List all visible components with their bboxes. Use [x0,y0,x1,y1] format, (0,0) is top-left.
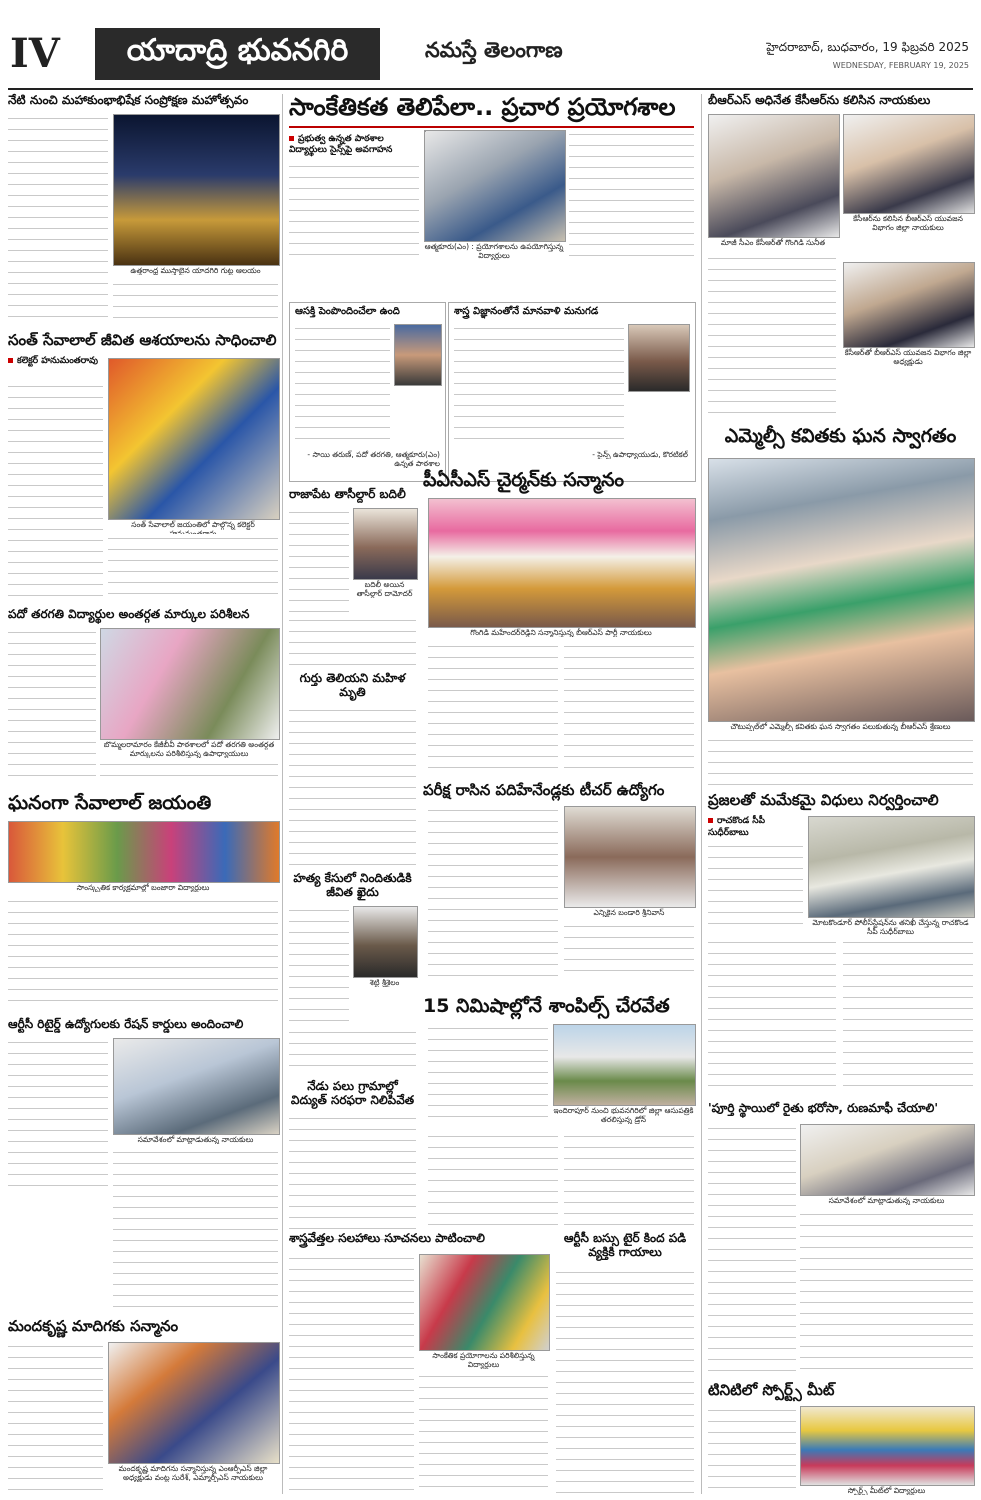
photo-caption: సాంస్కృతిక కార్యక్రమాల్లో బంజారా విద్యార్థులు [76,883,210,892]
article-d3 [708,791,973,936]
photo-caption: ఇందిరాపూర్ నుంచి భువనగిరిలో జిల్లా ఆసుపత్రికి తరలిస్తున్న డ్రోన్ [553,1106,694,1124]
photo-caption: కేసీఆర్‌ను కలిసిన బీఆర్ఎస్ యువజన విభాగం జిల్లా నాయకులు [853,214,963,232]
article-body [708,1406,796,1498]
article-body [8,897,278,1007]
article-body [708,1124,796,1376]
student-photo [394,324,442,386]
felicitation-photo [108,1342,280,1464]
article-body [8,1038,108,1193]
headline: ప్రజలతో మమేకమై విధులు నిర్వర్తించాలి [708,791,939,809]
headline: శాస్త్ర విజ్ఞానంతోనే మానవాళి మనుగడ [454,306,599,317]
article-a2 [8,331,278,529]
photo-caption: చౌటుప్పల్‌లో ఎమ్మెల్సీ కవితకు ఘన స్వాగతం పలుకుతున్న బీఆర్ఎస్ శ్రేణులు [730,722,951,731]
article-a4 [8,792,278,892]
article-body [428,1024,548,1126]
headline: టినిటిలో స్పోర్ట్స్ మీట్ [708,1381,835,1399]
article-c7 [423,995,694,1124]
bullet-icon [8,358,13,363]
article-d4 [708,1101,973,1205]
article-body [8,1342,103,1492]
headline: నేడు పలు గ్రామాల్లో విద్యుత్ సరఫరా నిలిపివేత [290,1079,415,1107]
headline: బీఆర్ఎస్ అధినేత కేసీఆర్‌ను కలిసిన నాయకులు [708,93,931,107]
photo-caption: శెట్టి శ్రీశైలం [369,978,400,987]
photo-caption: ఉత్తరాంధ్ర ముస్తాబైన యాదగిరి గుట్ట ఆలయం [130,266,261,275]
welcome-photo [708,458,975,722]
photo-caption: సంత్ సేవాలాల్ జయంతిలో పాల్గొన్న కలెక్టర్ [131,520,255,529]
article-body [419,1372,548,1496]
temple-photo [113,114,280,266]
headline: ఆర్టీసీ బస్సు టైర్ కింద పడి వ్యక్తికి గాయాలు [563,1231,687,1259]
bullet-icon [289,136,294,141]
article-body [8,114,108,326]
sports-photo [800,1406,975,1486]
classroom-photo [100,628,280,740]
article-b1 [289,93,694,260]
article-body [100,760,278,783]
article-body [428,806,558,978]
dateline [766,40,969,70]
meeting-photo [800,1124,975,1196]
district-title: యాదాద్రి భువనగిరి [95,28,380,80]
cultural-photo [8,821,280,883]
photo-caption: ఎన్నికైన బండారి శ్రీనివాస్ [593,908,665,917]
photo-caption: సాంకేతిక ప్రయోగాలను పరిశీలిస్తున్న విద్యార్థులు [432,1351,535,1369]
headline: పదో తరగతి విద్యార్థుల అంతర్గత మార్కుల పరిశీలన [8,607,250,621]
attribution: - సాయి తరుణ్, పదో తరగతి, ఆత్మకూరు(ఎం) ఉన్నత పాఠశాల [307,450,440,468]
photo-caption: సమావేశంలో మాట్లాడుతున్న నాయకులు [137,1135,254,1144]
column-divider [701,94,702,1494]
kcr-photo-3 [843,262,975,348]
photo-caption: మోటకొండూర్ పోలీస్‌స్టేషన్‌ను తనిఖీ చేస్తున్న రాచకొండ సీపీ సుధీర్‌బాబు [812,918,969,936]
photo-caption: కేసీఆర్‌తో బీఆర్ఎస్ యువజన విభాగం జిల్లా అధ్యక్షుడు [844,348,972,366]
article-body [708,938,836,1092]
headline: మందకృష్ణ మాదిగకు సన్మానం [8,1317,179,1335]
photo-caption: బొమ్మలరామారం కేజీబీవీ పాఠశాలలో పదో తరగతి అంతర్గత మార్కులను పరిశీలిస్తున్న ఉపాధ్యాయులు [103,740,275,758]
article-a6 [8,1317,278,1482]
bullet-icon [708,818,713,823]
photo-caption: గొంగిడి మహేందర్‌రెడ్డిని సన్మానిస్తున్న బీఆర్ఎస్ పార్టీ నాయకులు [470,628,652,637]
article-c1 [289,487,416,598]
article-body [289,162,419,262]
article-body [289,906,349,1026]
drone-photo [553,1024,696,1106]
headline: ఎమ్మెల్సీ కవితకు ఘన స్వాగతం [724,425,957,447]
article-body [8,628,96,783]
photo-caption: మందకృష్ణ మాదిగను సన్మానిస్తున్న ఎంఆర్పీఎస్ జిల్లా అధ్యక్షుడు వంట్ల సురేశ్, ఎమ్మార్పీఎస్ నాయకులు [118,1464,268,1482]
headline: పీఏసీఎస్ చైర్మన్‌కు సన్మానం [423,469,625,491]
article-c8 [289,1231,548,1369]
article-body [454,324,624,444]
article-body [708,254,836,414]
headline: శాస్త్రవేత్తల సలహాలు సూచనలు పాటించాలి [289,1231,485,1245]
headline: సాంకేతికత తెలిపేలా.. ప్రచార ప్రయోగశాల [289,93,676,121]
teacher-photo [628,324,690,392]
article-body [289,508,349,613]
headline: 'పూర్తి స్థాయిలో రైతు భరోసా, రుణమాఫీ చేయాలి' [708,1101,939,1115]
article-body [113,280,278,326]
article-body [564,1132,694,1227]
date-english: WEDNESDAY, FEBRUARY 19, 2025 [832,61,969,70]
police-station-photo [808,816,975,918]
photo-caption: సమావేశంలో మాట్లాడుతున్న నాయకులు [828,1196,945,1205]
felicitation-photo [428,498,696,628]
headline: గుర్తు తెలియని మహిళ మృతి [299,671,406,699]
attribution: - సైన్స్ ఉపాధ్యాయుడు, కొరటికల్ [592,450,688,459]
article-d1 [708,93,973,366]
article-body [295,324,390,444]
brand-name: నమస్తే తెలంగాణ [425,38,563,62]
article-c3 [289,871,416,987]
article-a1 [8,93,278,275]
article-body [428,642,558,772]
article-body [556,1268,694,1496]
headline: ఆసక్తి పెంపొందించేలా ఉంది [295,306,400,317]
article-body [708,736,973,786]
headline: పరీక్ష రాసిన పదిహేనేండ్లకు టీచర్ ఉద్యోగం [423,781,665,799]
article-body [564,922,694,978]
headline: నేటి నుంచి మహాకుంభాభిషేక సంప్రోక్షణ మహోత్సవం [8,93,249,107]
article-a5 [8,1017,278,1144]
article-body [428,1132,558,1227]
article-body [8,382,103,602]
convict-photo [353,906,418,978]
photo-caption: ఆత్మకూరు(ఎం) : ప్రయోగశాలను ఉపయోగిస్తున్న విద్యార్థులు [424,242,564,260]
headline: ఘనంగా సేవాలాల్ జయంతి [8,792,212,814]
article-c4 [289,1080,416,1108]
article-c2 [289,672,416,700]
article-body [708,842,803,932]
photo-caption: స్పోర్ట్స్ మీట్‌లో విద్యార్థులు [847,1486,926,1495]
article-body [843,938,973,1092]
photo-caption: మాజీ సీఎం కేసీఆర్‌తో గొంగిడి సునీత [720,238,826,247]
exhibition-photo [419,1254,550,1351]
article-c9 [556,1232,694,1260]
article-d5 [708,1381,973,1495]
photo-caption: బదిలీ అయిన తాసీల్దార్ దామోదర్ [356,580,413,598]
byline: కలెక్టర్ హనుమంతరావు [8,356,98,368]
tahsildar-photo [353,508,418,580]
article-body [289,1114,416,1246]
article-body [113,1148,278,1308]
headline: రాజాపేట తాసీల్దార్ బదిలీ [289,487,406,501]
headline: ఆర్టీసీ రిటైర్డ్ ఉద్యోగులకు రేషన్ కార్డులు అందించాలి [8,1017,244,1031]
headline: సంత్ సేవాలాల్ జీవిత ఆశయాలను సాధించాలి [8,331,277,349]
masthead [0,0,981,88]
date-telugu: హైదరాబాద్, బుధవారం, 19 ఫిబ్రవరి 2025 [766,40,969,54]
headline: హత్య కేసులో నిందితుడికి జీవిత ఖైదు [293,871,412,899]
article-body [289,1028,416,1073]
subhead: ప్రభుత్వ ఉన్నత పాఠశాల విద్యార్థులు సైన్స్‌పై అవగాహన [289,134,393,155]
article-body [564,642,694,772]
teacher-candidate-photo [564,806,696,908]
kcr-photo-2 [843,114,975,214]
article-d2 [708,425,973,731]
article-body [289,706,416,866]
ceremony-photo [108,358,280,520]
meeting-photo [113,1038,280,1135]
lab-photo-1 [424,130,566,242]
article-body [289,1254,414,1496]
article-c5 [423,469,694,637]
kcr-photo-1 [708,114,840,238]
article-body [569,130,694,262]
article-c6 [423,781,694,917]
masthead-rule [8,88,973,90]
byline: రాచకొండ సీపీ సుధీర్‌బాబు [708,816,766,838]
article-body [800,1210,973,1376]
headline: 15 నిమిషాల్లోనే శాంపిల్స్ చేరవేత [423,995,670,1017]
column-divider [282,94,283,1494]
article-body [108,534,278,602]
page-number: IV [10,30,60,77]
headline-rule [289,126,694,128]
article-a3 [8,607,278,758]
article-body [289,616,416,666]
